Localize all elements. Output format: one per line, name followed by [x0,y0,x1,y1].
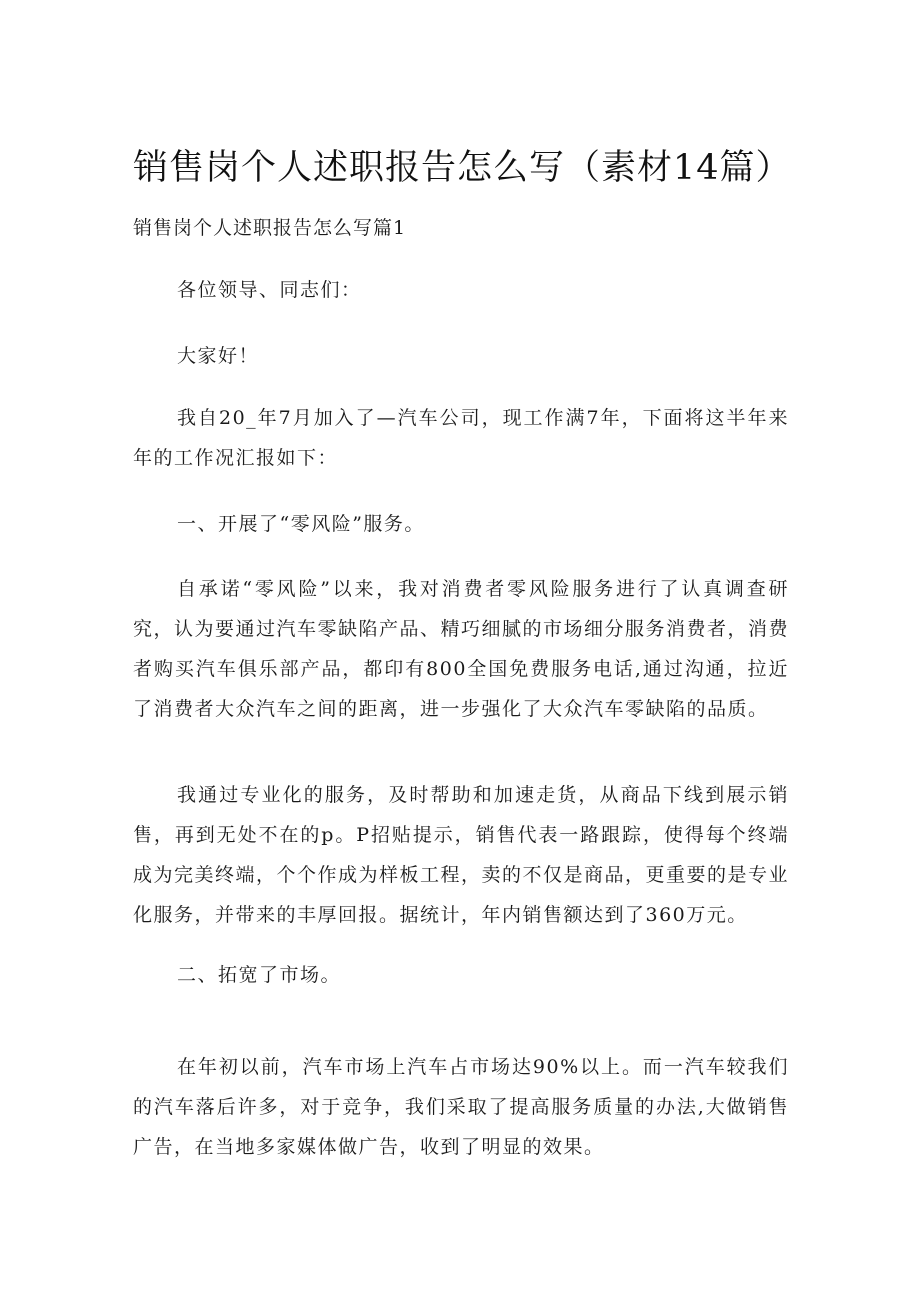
section-2-body: 在年初以前，汽车市场上汽车占市场达90%以上。而一汽车较我们的汽车落后许多，对于竞争，我们采取了提高服务质量的办法,大做销售广告，在当地多家媒体做广告，收到了明显的效果。 [133,1056,789,1158]
paragraph-hello: 大家好！ [177,345,260,367]
section-2-heading: 二、拓宽了市场。 [177,964,342,986]
section-1-service-paragraph: 我通过专业化的服务，及时帮助和加速走货，从商品下线到展示销售，再到无处不在的p。P招贴提示，销售代表一路跟踪，使得每个终端成为完美终端，个个作成为样板工程，卖的不仅是商品，更重要的是专业化服务，并带来的丰厚回报。据统计，年内销售额达到了360万元。 [133,784,790,926]
document-subtitle: 销售岗个人述职报告怎么写篇1 [133,217,407,239]
paragraph-intro: 我自20_年7月加入了—汽车公司，现工作满7年，下面将这半年来年的工作况汇报如下： [133,407,789,469]
section-1-body: 自承诺“零风险”以来，我对消费者零风险服务进行了认真调查研究，认为要通过汽车零缺陷产品、精巧细腻的市场细分服务消费者，消费者购买汽车俱乐部产品，都印有800全国免费服务电话,通过沟通，拉近了消费者大众汽车之间的距离，进一步强化了大众汽车零缺陷的品质。 [133,578,790,720]
document-title: 销售岗个人述职报告怎么写（素材14篇） [133,148,792,188]
section-1-heading: 一、开展了“零风险”服务。 [177,513,425,535]
paragraph-greeting: 各位领导、同志们： [177,279,362,301]
